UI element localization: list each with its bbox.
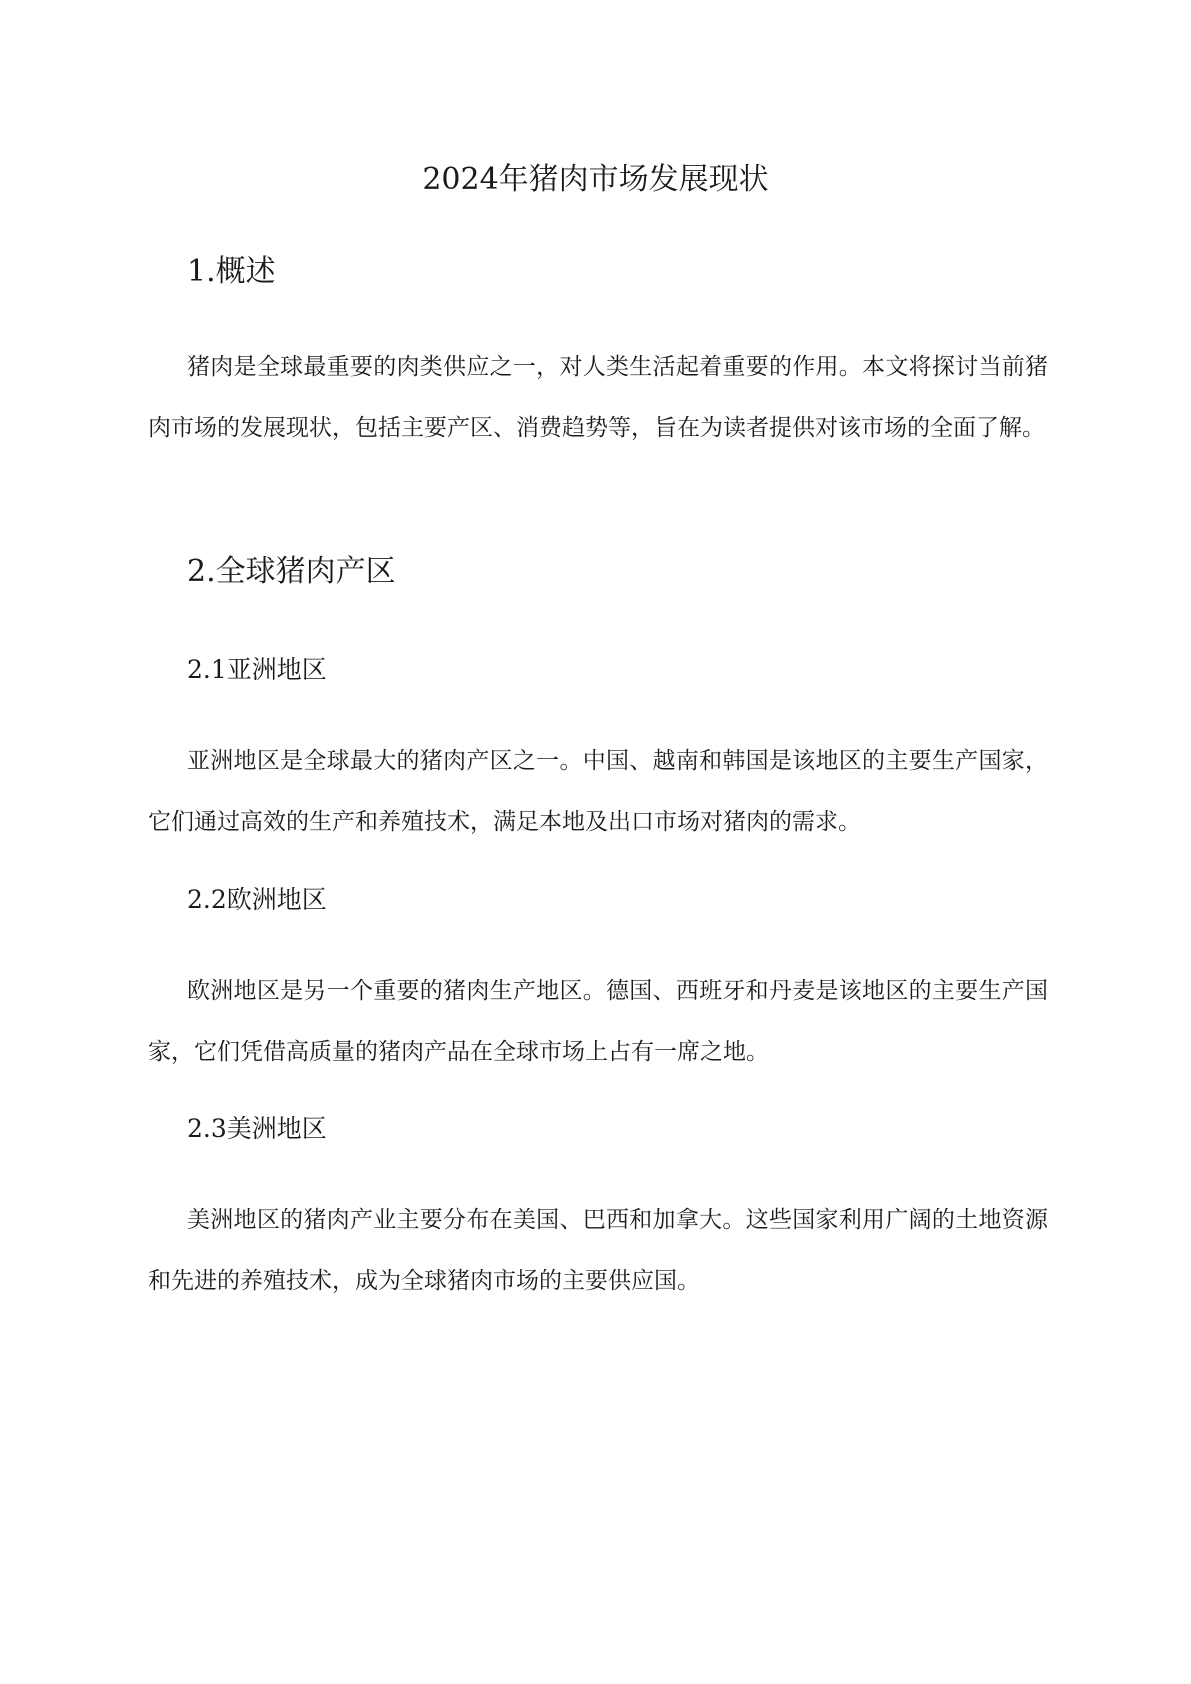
- paragraph-overview: 猪肉是全球最重要的肉类供应之一，对人类生活起着重要的作用。本文将探讨当前猪肉市场的发展现状，包括主要产区、消费趋势等，旨在为读者提供对该市场的全面了解。: [148, 354, 1048, 441]
- section-heading-global-regions: 2.全球猪肉产区: [187, 554, 396, 589]
- document-title: 2024年猪肉市场发展现状: [422, 162, 769, 197]
- subsection-heading-asia: 2.1亚洲地区: [187, 655, 327, 684]
- section-heading-overview: 1.概述: [187, 254, 276, 289]
- subsection-heading-europe: 2.2欧洲地区: [187, 885, 327, 914]
- paragraph-americas: 美洲地区的猪肉产业主要分布在美国、巴西和加拿大。这些国家利用广阔的土地资源和先进的养殖技术，成为全球猪肉市场的主要供应国。: [148, 1207, 1048, 1294]
- paragraph-asia: 亚洲地区是全球最大的猪肉产区之一。中国、越南和韩国是该地区的主要生产国家，它们通过高效的生产和养殖技术，满足本地及出口市场对猪肉的需求。: [148, 748, 1048, 835]
- subsection-heading-americas: 2.3美洲地区: [187, 1114, 327, 1143]
- paragraph-europe: 欧洲地区是另一个重要的猪肉生产地区。德国、西班牙和丹麦是该地区的主要生产国家，它们凭借高质量的猪肉产品在全球市场上占有一席之地。: [148, 978, 1048, 1065]
